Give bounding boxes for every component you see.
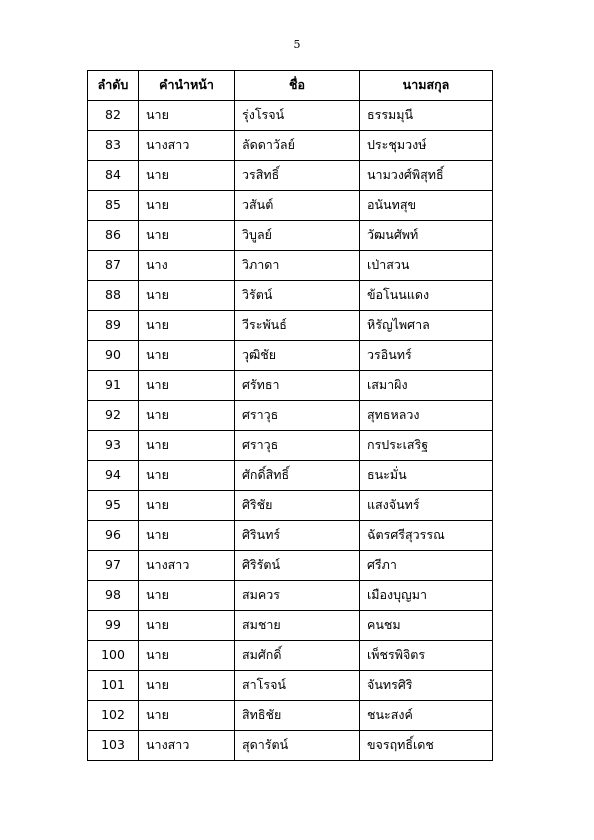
table-row [88,701,493,731]
cell-first-name: รุ่งโรจน์ [235,101,360,131]
cell-prefix: นางสาว [139,131,235,161]
cell-prefix: นาย [139,611,235,641]
cell-first-name: วีระพันธ์ [235,311,360,341]
cell-prefix: นาย [139,701,235,731]
cell-order: 92 [88,401,139,431]
cell-first-name: ศิรินทร์ [235,521,360,551]
cell-order: 100 [88,641,139,671]
cell-last-name: เพ็ชรพิจิตร [360,641,493,671]
cell-last-name: ธรรมมุนี [360,101,493,131]
table-row [88,611,493,641]
cell-last-name: ศรีภา [360,551,493,581]
table-row [88,311,493,341]
cell-first-name: สมควร [235,581,360,611]
cell-order: 96 [88,521,139,551]
cell-first-name: วรสิทธิ์ [235,161,360,191]
cell-prefix: นาย [139,401,235,431]
cell-prefix: นาย [139,641,235,671]
table-row [88,371,493,401]
cell-prefix: นาย [139,221,235,251]
cell-last-name: ขจรฤทธิ์เดช [360,731,493,761]
cell-first-name: วุฒิชัย [235,341,360,371]
cell-first-name: สมศักดิ์ [235,641,360,671]
cell-first-name: ศักดิ์สิทธิ์ [235,461,360,491]
table-row [88,401,493,431]
table-row [88,431,493,461]
table-row [88,191,493,221]
cell-last-name: อนันทสุข [360,191,493,221]
cell-last-name: สุทธหลวง [360,401,493,431]
cell-last-name: เมืองบุญมา [360,581,493,611]
cell-last-name: จันทรศิริ [360,671,493,701]
cell-prefix: นาย [139,461,235,491]
cell-prefix: นาย [139,431,235,461]
cell-first-name: ศรัทธา [235,371,360,401]
cell-order: 82 [88,101,139,131]
cell-order: 103 [88,731,139,761]
cell-order: 89 [88,311,139,341]
cell-last-name: คนชม [360,611,493,641]
table-row [88,341,493,371]
cell-first-name: ศิริรัตน์ [235,551,360,581]
header-order: ลำดับ [88,71,139,101]
cell-last-name: วัฒนศัพท์ [360,221,493,251]
cell-order: 91 [88,371,139,401]
cell-order: 94 [88,461,139,491]
table-row [88,221,493,251]
header-last-name: นามสกุล [360,71,493,101]
cell-order: 102 [88,701,139,731]
table-row [88,161,493,191]
cell-order: 86 [88,221,139,251]
cell-last-name: ชนะสงค์ [360,701,493,731]
cell-first-name: ลัดดาวัลย์ [235,131,360,161]
cell-prefix: นาย [139,311,235,341]
cell-prefix: นาย [139,161,235,191]
cell-prefix: นาย [139,341,235,371]
table-row [88,251,493,281]
cell-last-name: ฉัตรศรีสุวรรณ [360,521,493,551]
cell-first-name: สมชาย [235,611,360,641]
cell-prefix: นาย [139,191,235,221]
header-prefix: คำนำหน้า [139,71,235,101]
table-row [88,641,493,671]
cell-prefix: นาย [139,491,235,521]
table-row [88,551,493,581]
cell-first-name: สุดารัตน์ [235,731,360,761]
cell-order: 84 [88,161,139,191]
cell-last-name: กรประเสริฐ [360,431,493,461]
page-number: 5 [293,38,301,51]
cell-order: 87 [88,251,139,281]
table-row [88,731,493,761]
cell-prefix: นาย [139,281,235,311]
table-row [88,101,493,131]
cell-last-name: ข้อโนนแดง [360,281,493,311]
cell-first-name: ศิริชัย [235,491,360,521]
table-row [88,581,493,611]
cell-last-name: หิรัญไพศาล [360,311,493,341]
cell-first-name: สิทธิชัย [235,701,360,731]
table-header-row [88,71,493,101]
cell-prefix: นาง [139,251,235,281]
cell-prefix: นาย [139,671,235,701]
cell-first-name: วิภาดา [235,251,360,281]
cell-order: 85 [88,191,139,221]
cell-last-name: นามวงศ์พิสุทธิ์ [360,161,493,191]
cell-last-name: ธนะมั่น [360,461,493,491]
cell-prefix: นาย [139,581,235,611]
cell-order: 93 [88,431,139,461]
cell-prefix: นาย [139,371,235,401]
cell-order: 95 [88,491,139,521]
cell-order: 101 [88,671,139,701]
table-row [88,491,493,521]
cell-order: 99 [88,611,139,641]
cell-last-name: เสมาผิง [360,371,493,401]
cell-last-name: เป่าสวน [360,251,493,281]
cell-order: 88 [88,281,139,311]
header-first-name: ชื่อ [235,71,360,101]
cell-last-name: ประชุมวงษ์ [360,131,493,161]
cell-last-name: วรอินทร์ [360,341,493,371]
cell-prefix: นาย [139,521,235,551]
cell-last-name: แสงจันทร์ [360,491,493,521]
table-body [88,101,493,761]
cell-first-name: สาโรจน์ [235,671,360,701]
name-list-table [87,70,493,761]
table-row [88,521,493,551]
table-row [88,281,493,311]
cell-order: 90 [88,341,139,371]
cell-first-name: ศราวุธ [235,401,360,431]
cell-first-name: ศราวุธ [235,431,360,461]
cell-order: 98 [88,581,139,611]
cell-first-name: วิบูลย์ [235,221,360,251]
cell-order: 83 [88,131,139,161]
table-row [88,461,493,491]
table-row [88,671,493,701]
cell-prefix: นางสาว [139,731,235,761]
cell-first-name: วิรัตน์ [235,281,360,311]
cell-prefix: นางสาว [139,551,235,581]
table-row [88,131,493,161]
cell-prefix: นาย [139,101,235,131]
cell-order: 97 [88,551,139,581]
cell-first-name: วสันต์ [235,191,360,221]
